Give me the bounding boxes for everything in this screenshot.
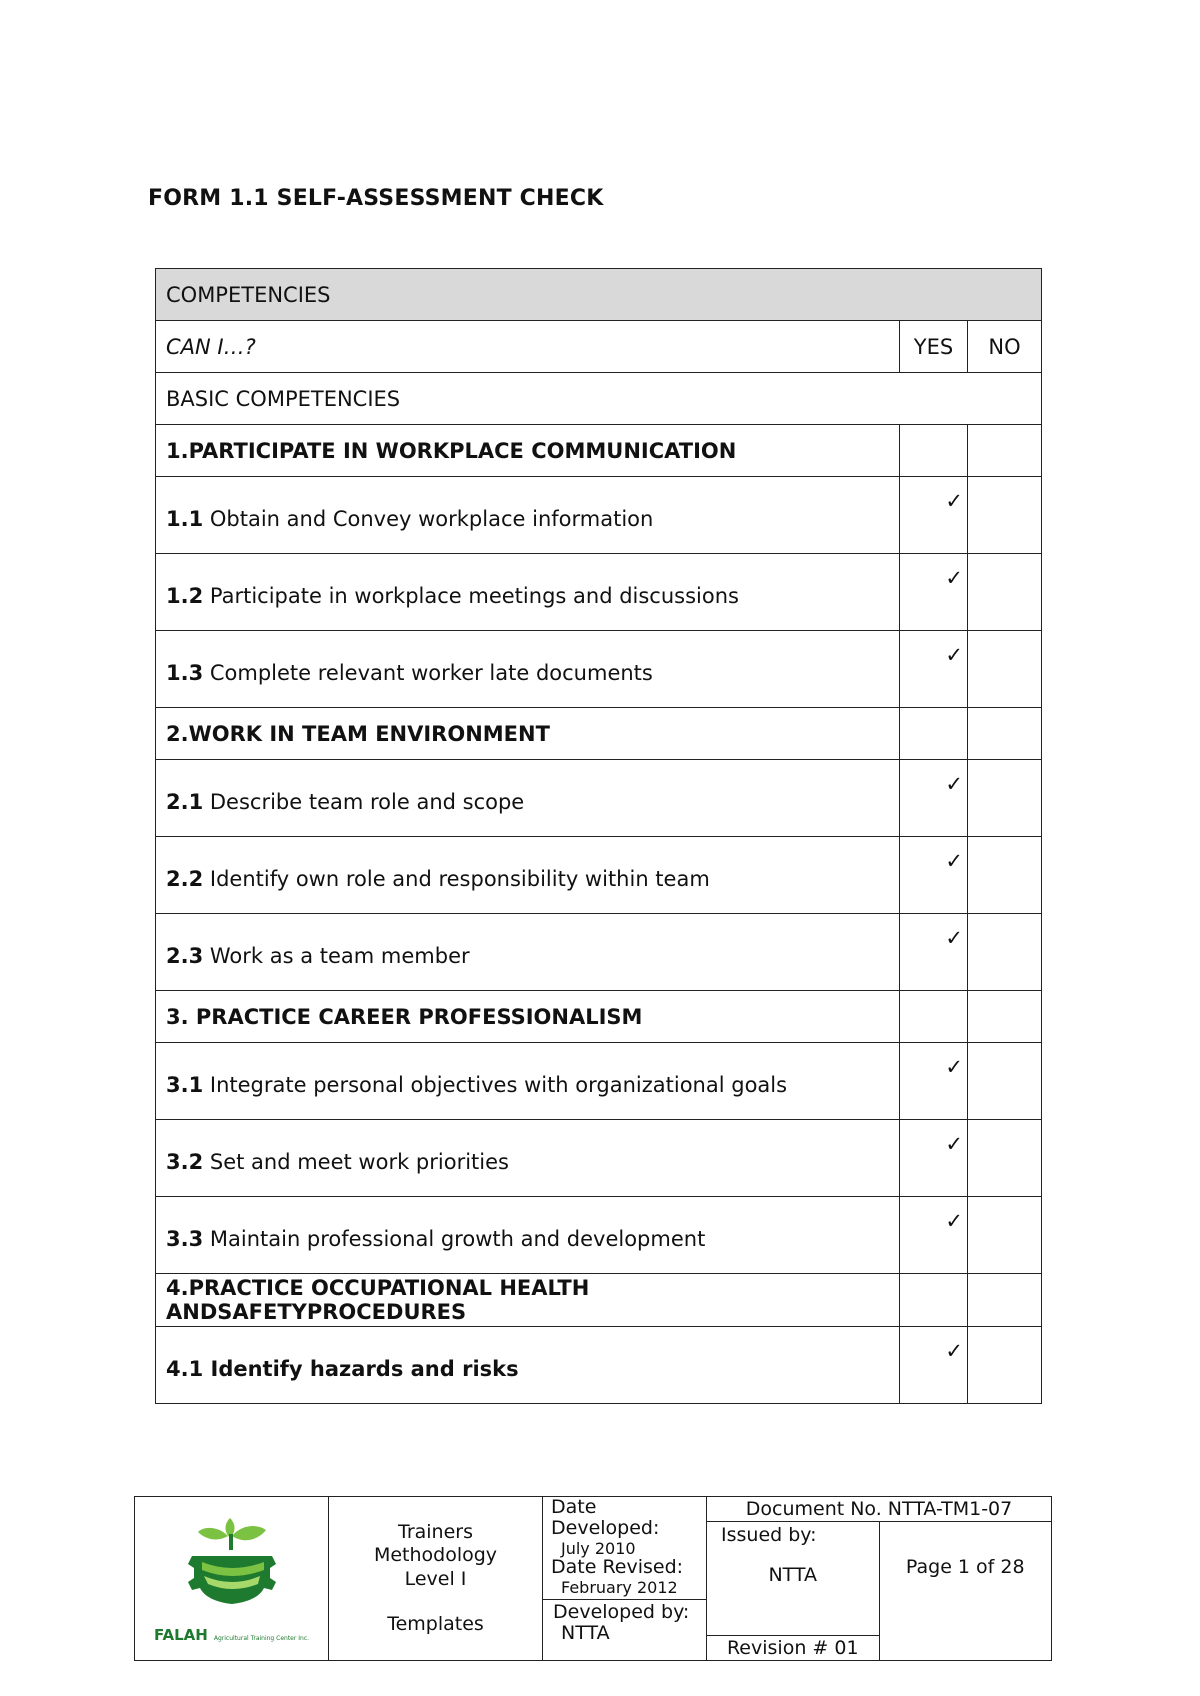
document-footer — [134, 1496, 1052, 1661]
yes-cell — [900, 425, 968, 477]
no-checkbox[interactable] — [968, 631, 1042, 708]
section-row — [156, 373, 1042, 425]
no-checkbox[interactable] — [968, 760, 1042, 837]
no-cell — [968, 708, 1042, 760]
group-title-row — [156, 708, 1042, 760]
no-cell — [968, 425, 1042, 477]
developed-by-label: Developed by: — [553, 1600, 690, 1623]
item-number: 3.3 — [166, 1227, 204, 1251]
item-text: Maintain professional growth and development — [203, 1227, 706, 1251]
issued-by-label: Issued by: — [721, 1524, 817, 1546]
no-column-header: NO — [968, 321, 1042, 373]
date-developed-value: July 2010 — [561, 1538, 636, 1558]
course-line3: Level I — [404, 1567, 467, 1590]
logo-name: FALAH — [153, 1626, 208, 1644]
competency-item — [156, 1043, 900, 1120]
item-number: 1.1 — [166, 507, 204, 531]
revision-number: Revision # 01 — [707, 1636, 880, 1661]
course-line4: Templates — [387, 1612, 484, 1635]
falah-logo-icon — [172, 1512, 292, 1622]
date-developed-label1: Date — [551, 1496, 597, 1518]
no-checkbox[interactable] — [968, 837, 1042, 914]
issued-by-cell — [707, 1522, 880, 1636]
course-line1: Trainers — [398, 1521, 473, 1544]
no-checkbox[interactable] — [968, 477, 1042, 554]
item-text: Integrate personal objectives with organizational goals — [203, 1073, 788, 1097]
table-row — [156, 554, 1042, 631]
no-cell — [968, 991, 1042, 1043]
no-checkbox[interactable] — [968, 1327, 1042, 1404]
item-number: 3.2 — [166, 1150, 204, 1174]
table-row — [156, 760, 1042, 837]
no-checkbox[interactable] — [968, 554, 1042, 631]
yes-checkbox[interactable]: ✓ — [900, 1197, 968, 1274]
table-row — [156, 631, 1042, 708]
logo-cell — [135, 1497, 329, 1661]
item-number: 2.2 — [166, 867, 204, 891]
course-line2: Methodology — [373, 1544, 498, 1567]
basic-competencies-label: BASIC COMPETENCIES — [156, 373, 1042, 425]
group-title-row — [156, 991, 1042, 1043]
competencies-header: COMPETENCIES — [156, 269, 1042, 321]
item-text: Identify own role and responsibility within team — [203, 867, 710, 891]
item-number: 3.1 — [166, 1073, 204, 1097]
no-checkbox[interactable] — [968, 1043, 1042, 1120]
group-title: 3. PRACTICE CAREER PROFESSIONALISM — [156, 991, 900, 1043]
yes-checkbox[interactable]: ✓ — [900, 1120, 968, 1197]
document-number: Document No. NTTA-TM1-07 — [707, 1497, 1052, 1522]
form-title: FORM 1.1 SELF-ASSESSMENT CHECK — [148, 186, 604, 211]
table-row — [156, 1043, 1042, 1120]
dates-cell — [543, 1497, 707, 1661]
competency-item — [156, 1197, 900, 1274]
group-title-line1: 4.PRACTICE OCCUPATIONAL HEALTH — [166, 1275, 590, 1300]
item-text: Participate in workplace meetings and discussions — [203, 584, 739, 608]
yes-checkbox[interactable]: ✓ — [900, 554, 968, 631]
item-text: Set and meet work priorities — [203, 1150, 509, 1174]
table-row — [156, 1327, 1042, 1404]
item-text: Work as a team member — [203, 944, 470, 968]
table-row — [156, 1120, 1042, 1197]
yes-checkbox[interactable]: ✓ — [900, 837, 968, 914]
item-number: 2.3 — [166, 944, 204, 968]
page-number: Page 1 of 28 — [879, 1522, 1052, 1661]
item-text: Obtain and Convey workplace information — [203, 507, 654, 531]
item-text: 4.1 Identify hazards and risks — [156, 1327, 900, 1404]
course-cell — [329, 1497, 543, 1661]
no-checkbox[interactable] — [968, 1197, 1042, 1274]
yes-checkbox[interactable]: ✓ — [900, 631, 968, 708]
yes-checkbox[interactable]: ✓ — [900, 477, 968, 554]
date-revised-label: Date Revised: — [551, 1556, 684, 1579]
competency-item — [156, 837, 900, 914]
item-text: Complete relevant worker late documents — [203, 661, 653, 685]
group-title: 2.WORK IN TEAM ENVIRONMENT — [156, 708, 900, 760]
competency-item — [156, 760, 900, 837]
table-row — [156, 1197, 1042, 1274]
date-revised-value: February 2012 — [561, 1577, 678, 1597]
item-number: 2.1 — [166, 790, 204, 814]
logo-subtitle: Agricultural Training Center Inc. — [213, 1635, 310, 1642]
issued-by-value: NTTA — [768, 1564, 818, 1586]
yes-cell — [900, 708, 968, 760]
yes-checkbox[interactable]: ✓ — [900, 1327, 968, 1404]
table-row — [156, 477, 1042, 554]
group-title-row — [156, 425, 1042, 477]
competency-item — [156, 477, 900, 554]
group-title: 1.PARTICIPATE IN WORKPLACE COMMUNICATION — [156, 425, 900, 477]
yes-cell — [900, 1274, 968, 1327]
can-i-label: CAN I…? — [156, 321, 900, 373]
no-checkbox[interactable] — [968, 1120, 1042, 1197]
no-cell — [968, 1274, 1042, 1327]
competency-item — [156, 631, 900, 708]
yes-checkbox[interactable]: ✓ — [900, 1043, 968, 1120]
yes-checkbox[interactable]: ✓ — [900, 760, 968, 837]
developed-by-value: NTTA — [561, 1622, 610, 1645]
no-checkbox[interactable] — [968, 914, 1042, 991]
yes-checkbox[interactable]: ✓ — [900, 914, 968, 991]
date-developed-label2: Developed: — [551, 1517, 660, 1540]
item-number: 1.2 — [166, 584, 204, 608]
table-row — [156, 837, 1042, 914]
competency-item — [156, 914, 900, 991]
group-title-row — [156, 1274, 1042, 1327]
group-title — [156, 1274, 900, 1327]
item-number: 1.3 — [166, 661, 204, 685]
competency-item — [156, 1120, 900, 1197]
developed-by-block — [543, 1599, 706, 1646]
yes-column-header: YES — [900, 321, 968, 373]
group-title-line2: ANDSAFETYPROCEDURES — [166, 1300, 467, 1324]
yes-cell — [900, 991, 968, 1043]
competency-item — [156, 554, 900, 631]
self-assessment-table — [155, 268, 1042, 1404]
table-row — [156, 914, 1042, 991]
question-row — [156, 321, 1042, 373]
table-header-row — [156, 269, 1042, 321]
item-text: Describe team role and scope — [203, 790, 525, 814]
